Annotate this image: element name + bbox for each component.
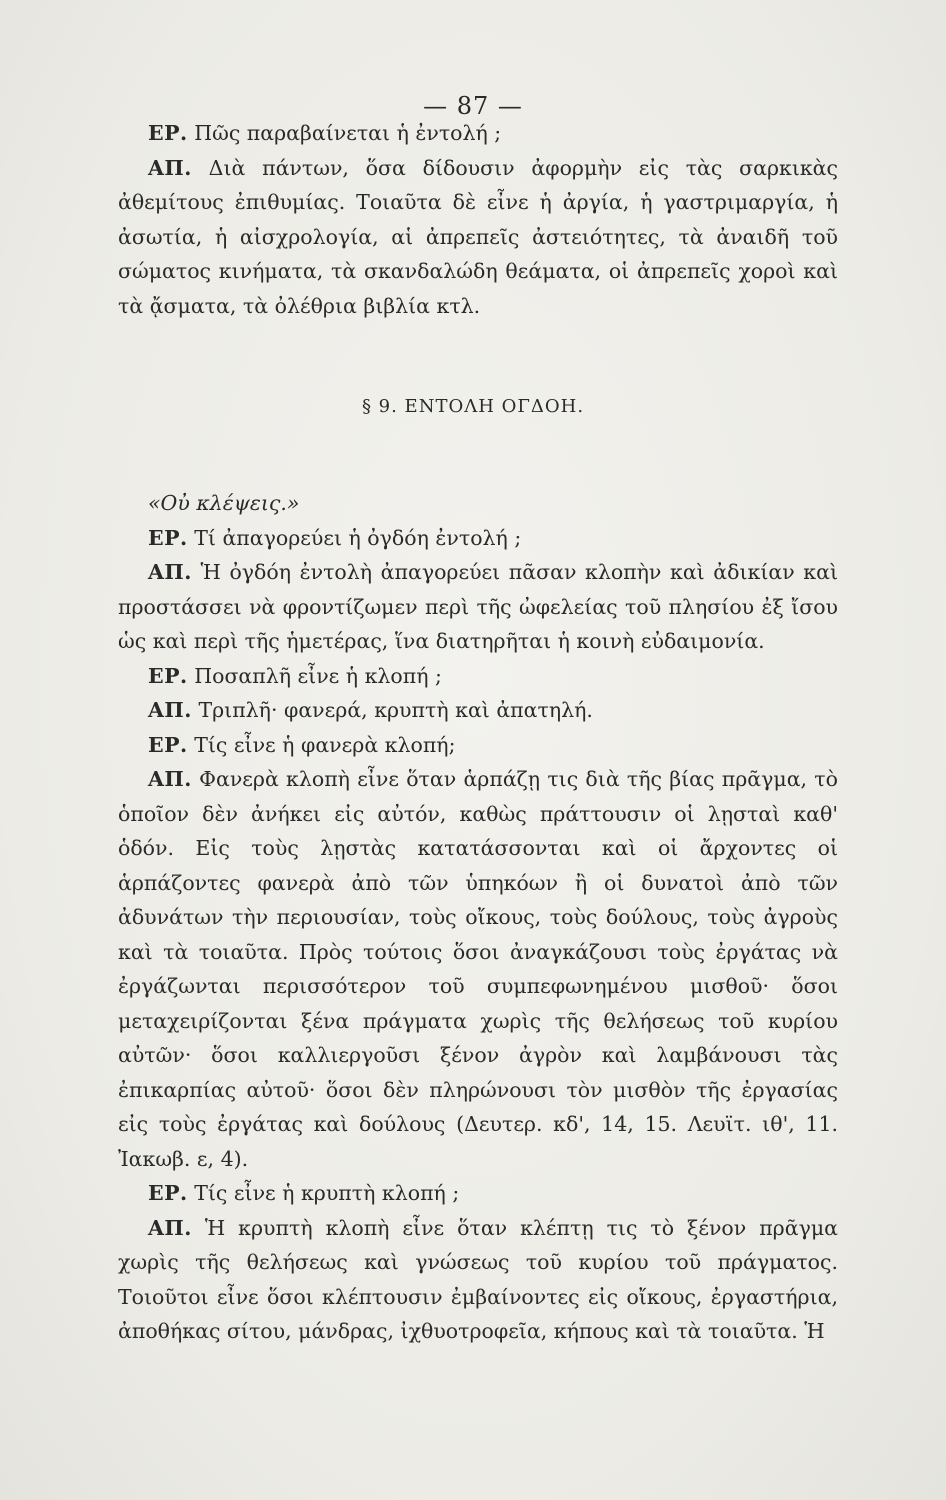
speaker-label: ΑΠ. (148, 767, 192, 791)
speaker-label: ΕΡ. (148, 663, 188, 688)
speaker-label: ΑΠ. (148, 1215, 192, 1240)
speaker-label: ΑΠ. (148, 698, 192, 722)
paragraph-answer (118, 762, 838, 1176)
paragraph-question (118, 1176, 838, 1211)
paragraph-text: Διὰ πάντων, ὅσα δίδουσιν ἀφορμὴν εἰς τὰς σαρκικὰς ἀθεμίτους ἐπιθυμίας. Τοιαῦτα δὲ εἶνε ἡ ἀργία, ἡ γαστριμαργία, ἡ ἀσωτία, ἡ αἰσχρολογία, αἱ ἀπρεπεῖς ἀστειότητες, τὰ ἀναιδῆ τοῦ σώματος κινήματα, τὰ σκανδαλώδη θεάματα, οἱ ἀπρεπεῖς χοροὶ καὶ τὰ ᾄσματα, τὰ ὀλέθρια βιβλία κτλ. (118, 155, 838, 318)
speaker-label: ΕΡ. (148, 121, 188, 145)
speaker-label: ΑΠ. (148, 560, 192, 584)
paragraph-text: Ἡ κρυπτὴ κλοπὴ εἶνε ὅταν κλέπτῃ τις τὸ ξένον πρᾶγμα χωρὶς τῆς θελήσεως καὶ γνώσεως τοῦ κυρίου τοῦ πράγματος. Τοιοῦτοι εἶνε ὅσοι κλέπτουσιν ἐμβαίνοντες εἰς οἴκους, ἐργαστήρια, ἀποθήκας σίτου, μάνδρας, ἰχθυοτροφεῖα, κήπους καὶ τὰ τοιαῦτα. Ἡ (118, 1215, 838, 1343)
paragraph-question (118, 659, 838, 694)
speaker-label: ΕΡ. (148, 525, 188, 550)
paragraph-text: Φανερὰ κλοπὴ εἶνε ὅταν ἁρπάζῃ τις διὰ τῆς βίας πρᾶγμα, τὸ ὁποῖον δὲν ἀνήκει εἰς αὐτόν, καθὼς πράττουσιν οἱ λῃσταὶ καθ' ὁδόν. Εἰς τοὺς λῃστὰς κατατάσσονται καὶ οἱ ἄρχοντες οἱ ἁρπάζοντες φανερὰ ἀπὸ τῶν ὑπηκόων ἢ οἱ δυνατοὶ ἀπὸ τῶν ἀδυνάτων τὴν περιουσίαν, τοὺς οἴκους, τοὺς δούλους, τοὺς ἀγροὺς καὶ τὰ τοιαῦτα. Πρὸς τούτοις ὅσοι ἀναγκάζουσι τοὺς ἐργάτας νὰ ἐργάζωνται περισσότερον τοῦ συμπεφωνημένου μισθοῦ· ὅσοι μεταχειρίζονται ξένα πράγματα χωρὶς τῆς θελήσεως τοῦ κυρίου αὐτῶν· ὅσοι καλλιεργοῦσι ξένον ἀγρὸν καὶ λαμβάνουσι τὰς ἐπικαρπίας αὐτοῦ· ὅσοι δὲν πληρώνουσι τὸν μισθὸν τῆς ἐργασίας εἰς τοὺς ἐργάτας καὶ δούλους (Δευτερ. κδ', 14, 15. Λευϊτ. ιθ', 11. Ἰακωβ. ε, 4). (118, 767, 838, 1171)
paragraph-answer (118, 1211, 838, 1349)
paragraph-question (118, 728, 838, 763)
paragraph-answer (118, 555, 838, 659)
paragraph-answer (118, 151, 838, 324)
paragraph-question (118, 116, 838, 151)
speaker-label: ΕΡ. (148, 732, 188, 757)
speaker-label: ΑΠ. (148, 155, 192, 180)
speaker-label: ΕΡ. (148, 1181, 188, 1205)
commandment-quote: «Οὐ κλέψεις.» (148, 491, 300, 515)
paragraph-text: Πῶς παραβαίνεται ἡ ἐντολή ; (194, 121, 502, 145)
paragraph-text: Τίς εἶνε ἡ κρυπτὴ κλοπή ; (194, 1181, 460, 1205)
paragraph-answer (118, 693, 838, 728)
paragraph-text: Τί ἀπαγορεύει ἡ ὀγδόη ἐντολή ; (194, 525, 522, 550)
section-heading: § 9. ΕΝΤΟΛΗ ΟΓΔΟΗ. (361, 396, 585, 417)
text-block-catechism-part-1 (118, 116, 838, 323)
paragraph-text: Τριπλῆ· φανερά, κρυπτὴ καὶ ἀπατηλή. (198, 698, 593, 722)
paragraph-text: Ἡ ὀγδόη ἐντολὴ ἀπαγορεύει πᾶσαν κλοπὴν καὶ ἀδικίαν καὶ προστάσσει νὰ φροντίζωμεν περὶ τῆς ὠφελείας τοῦ πλησίου ἐξ ἴσου ὡς καὶ περὶ τῆς ἡμετέρας, ἵνα διατηρῆται ἡ κοινὴ εὐδαιμονία. (118, 560, 838, 653)
paragraph-text: Τίς εἶνε ἡ φανερὰ κλοπή; (194, 732, 456, 757)
page-number: — 87 — (423, 92, 523, 120)
paragraph-text: Ποσαπλῆ εἶνε ἡ κλοπή ; (194, 663, 442, 688)
text-block-catechism-part-2 (118, 486, 838, 1349)
paragraph-question (118, 521, 838, 556)
